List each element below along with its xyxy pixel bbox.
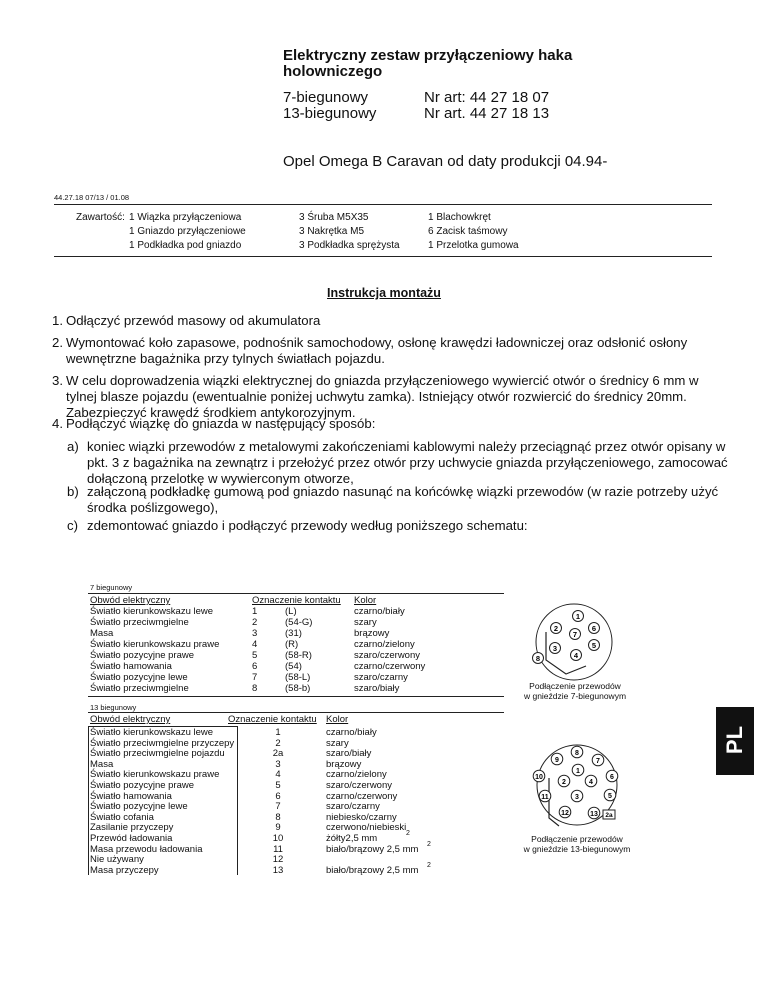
table-7-cell-pin: 5 (252, 650, 258, 661)
table-13-cell-circuit: Masa przewodu ładowania (90, 843, 203, 855)
table-13-cell-circuit: Światło przeciwmgielne przyczepy (90, 737, 235, 749)
socket-7-caption (500, 681, 650, 701)
step-text: Odłączyć przewód masowy od akumulatora (66, 313, 321, 328)
table-13-cell-circuit: Światło przeciwmgielne pojazdu (90, 748, 225, 760)
table-13-cell-color: czerwono/niebieski (326, 822, 407, 834)
table-13-cell-color: biało/brązowy 2,5 mm (326, 864, 419, 876)
substep-text: środka poślizgowego), (87, 500, 219, 515)
table-13-cell-color: szaro/biały (326, 748, 372, 760)
contents-item: 1 Przelotka gumowa (428, 240, 519, 251)
table-7-cell-color: szary (354, 617, 377, 628)
table-7-cell-pin: 4 (252, 639, 258, 650)
socket-13-pin-label: 3 (575, 794, 579, 801)
table-13-cell-pin: 13 (272, 864, 284, 876)
socket-7-pin-label: 5 (591, 641, 597, 650)
language-label: PL (722, 725, 747, 755)
substep-b (67, 484, 747, 516)
table-13-cell-pin: 2a (272, 748, 284, 760)
step-3 (52, 373, 742, 421)
language-tab (716, 707, 754, 775)
table-7-cell-code: (58-b) (285, 683, 311, 694)
vehicle-model: Opel Omega B Caravan od daty produkcji 04.94- (283, 153, 608, 170)
table-13-cell-color: szary (326, 737, 349, 749)
variant-7-art-number: Nr art: 44 27 18 07 (424, 89, 550, 106)
table-7-header-circuit: Obwód elektryczny (90, 595, 171, 606)
table-7-cell-code: (L) (285, 606, 297, 617)
divider-bottom (54, 256, 712, 257)
socket-13-diagram (527, 740, 627, 830)
socket-13-pin-label: 6 (610, 774, 614, 781)
contents-item: 1 Gniazdo przyłączeniowe (129, 226, 246, 237)
table-13-header-contact: Oznaczenie kontaktu (228, 714, 317, 725)
table-13-cell-circuit: Światło cofania (90, 811, 154, 823)
caption-line: w gnieździe 7-biegunowym (523, 691, 627, 701)
substep-text: dołączoną przelotkę w wywierconym otworze, (87, 471, 354, 486)
table-7-cell-circuit: Światło hamowania (90, 661, 172, 672)
contents-item: 1 Blachowkręt (428, 212, 491, 223)
table-13-cell-circuit: Nie używany (90, 854, 144, 866)
step-text: W celu doprowadzenia wiązki elektrycznej do gniazda przyłączeniowego wywiercić otwór o średnicy 6 mm w (66, 373, 699, 388)
contents-column-2 (299, 211, 400, 253)
divider-top (54, 204, 712, 205)
document-code: 44.27.18 07/13 / 01.08 (54, 193, 130, 202)
socket-13-pin-label: 7 (596, 758, 600, 765)
table-7-cell-pin: 7 (252, 672, 258, 683)
table-7-cell-code: (54-G) (285, 617, 313, 628)
table-13-cell-color: niebiesko/czarny (326, 811, 397, 823)
table-13-cell-pin: 3 (275, 758, 281, 770)
variant-13-art-number: Nr art. 44 27 18 13 (424, 105, 550, 122)
table-7-cell-circuit: Światło pozycyjne prawe (90, 650, 195, 661)
socket-13-pin-label: 11 (541, 794, 549, 801)
substep-c (67, 518, 747, 534)
table-7-header-contact: Oznaczenie kontaktu (252, 595, 341, 606)
table-7-cell-code: (58-R) (285, 650, 312, 661)
socket-7-diagram (526, 602, 626, 684)
table-7-cell-pin: 2 (252, 617, 258, 628)
table-7-header-color: Kolor (354, 595, 377, 606)
title-line-2: holowniczego (283, 63, 383, 80)
table-13-cell-circuit: Masa przyczepy (90, 864, 159, 876)
contents-item: 3 Nakrętka M5 (299, 226, 365, 237)
substep-a (67, 439, 747, 487)
table-7-caption: 7 biegunowy (90, 583, 133, 592)
step-number: 1. (52, 313, 63, 328)
socket-13-pin-label: 10 (535, 774, 543, 781)
table-13-cell-pin: 6 (275, 790, 281, 802)
table-13-header-circuit: Obwód elektryczny (90, 714, 171, 725)
contents-column-3 (428, 211, 519, 253)
table-7-cell-circuit: Światło pozycyjne lewe (90, 672, 188, 683)
table-13-cell-color: szaro/czerwony (326, 780, 392, 791)
table-13-cell-circuit: Przewód ładowania (90, 833, 173, 844)
table-13-header-color: Kolor (326, 714, 349, 725)
substep-label: b) (67, 484, 79, 499)
table-7-cell-code: (31) (285, 628, 302, 639)
step-1 (52, 313, 732, 329)
table-13-cell-pin: 1 (275, 727, 281, 738)
table-13-cell-pin: 9 (275, 822, 281, 834)
table-7-cell-color: szaro/czarny (354, 672, 408, 683)
table-13-cell-color: biało/brązowy 2,5 mm (326, 843, 419, 855)
contents-label: Zawartość: (76, 212, 125, 223)
socket-13-pin-label: 8 (575, 750, 579, 757)
table-13-cell-pin: 7 (275, 801, 281, 813)
table-13-cell-circuit: Światło kierunkowskazu lewe (90, 727, 214, 738)
table-13-cell-circuit: Światło hamowania (90, 790, 172, 802)
contents-column-1 (129, 211, 246, 253)
table-7-cell-color: czarno/czerwony (354, 661, 426, 672)
table-13-cell-pin: 8 (275, 811, 281, 823)
substep-label: a) (67, 439, 79, 454)
socket-13-caption (502, 834, 652, 854)
table-13-cell-color: szaro/czarny (326, 801, 380, 813)
contents-item: 3 Śruba M5X35 (299, 212, 369, 223)
table-7-cell-color: czarno/biały (354, 606, 405, 617)
table-7-cell-circuit: Masa (90, 628, 114, 639)
table-13-cell-color: czarno/zielony (326, 769, 387, 781)
table-13-cell-pin: 12 (272, 854, 284, 866)
table-13-cell-color: czarno/biały (326, 727, 377, 738)
socket-7-pin-label: 7 (572, 630, 578, 639)
superscript: 2 (427, 861, 431, 869)
table-7-cell-circuit: Światło przeciwmgielne (90, 617, 189, 628)
step-2 (52, 335, 742, 367)
table-13-cell-pin: 4 (275, 769, 281, 781)
document-title (283, 48, 613, 80)
table-7 (88, 593, 504, 697)
table-13-cell-pin: 2 (275, 737, 281, 749)
socket-13-pin-label: 9 (555, 757, 559, 764)
socket-13-bracket (549, 778, 559, 826)
instructions-heading: Instrukcja montażu (327, 286, 441, 300)
variant-7-label: 7-biegunowy (283, 89, 369, 106)
socket-13-pin-label: 5 (608, 793, 612, 800)
table-7-cell-code: (R) (285, 639, 299, 650)
table-7-cell-pin: 1 (252, 606, 258, 617)
table-13-caption: 13 biegunowy (90, 703, 137, 712)
table-7-cell-pin: 3 (252, 628, 258, 639)
table-13-cell-circuit: Światło kierunkowskazu prawe (90, 769, 220, 781)
contents-item: 6 Zacisk taśmowy (428, 226, 508, 237)
step-4 (52, 416, 732, 432)
step-text: wewnętrzne bagażnika przy tylnych światłach pojazdu. (66, 351, 385, 366)
contents-item: 1 Podkładka pod gniazdo (129, 240, 242, 251)
substep-text: koniec wiązki przewodów z metalowymi zakończeniami kablowymi należy przeciągnąć przez otwór opisany w (87, 439, 726, 454)
table-13-cell-circuit: Światło pozycyjne prawe (90, 780, 195, 791)
step-number: 3. (52, 373, 63, 388)
table-13-cell-color: żółty2,5 mm (326, 833, 378, 844)
table-7-cell-pin: 6 (252, 661, 258, 672)
superscript: 2 (427, 840, 431, 848)
step-text: Podłączyć wiązkę do gniazda w następujący sposób: (66, 416, 376, 431)
substep-text: zdemontować gniazdo i podłączyć przewody według poniższego schematu: (87, 518, 528, 533)
step-text: Zabezpieczyć krawędź środkiem antykorozyjnym. (66, 405, 356, 420)
superscript: 2 (406, 830, 410, 837)
table-13-cell-pin: 11 (273, 843, 283, 855)
title-line-1: Elektryczny zestaw przyłączeniowy haka (283, 47, 573, 64)
table-7-cell-color: szaro/biały (354, 683, 400, 694)
table-7-cell-code: (58-L) (285, 672, 311, 683)
table-7-cell-color: czarno/zielony (354, 639, 415, 650)
socket-7-pin-label: 8 (535, 654, 541, 663)
step-text: tylnej blasze pojazdu (ewentualnie poniżej uchwytu zamka). Istniejący otwór rozwiercić do średnicy 20mm. (66, 389, 687, 404)
table-7-cell-color: szaro/czerwony (354, 650, 420, 661)
socket-7-pin-label: 4 (573, 651, 579, 660)
step-number: 2. (52, 335, 63, 350)
caption-line: Podłączenie przewodów (531, 834, 623, 844)
table-13-cell-color: czarno/czerwony (326, 790, 398, 802)
caption-line: w gnieździe 13-biegunowym (523, 844, 631, 854)
socket-7-pin-label: 2 (553, 624, 559, 633)
table-13-cell-pin: 5 (275, 780, 281, 791)
table-13-cell-circuit: Masa (90, 758, 114, 770)
socket-7-pin-label: 6 (591, 624, 597, 633)
table-7-cell-circuit: Światło kierunkowskazu lewe (90, 606, 214, 617)
socket-13-pin-label: 4 (589, 779, 593, 786)
table-13-cell-circuit: Światło pozycyjne lewe (90, 801, 188, 813)
table-7-cell-circuit: Światło kierunkowskazu prawe (90, 639, 220, 650)
substep-text: pkt. 3 z bagażnika na zewnątrz i przełożyć przez otwór przy uchwycie gniazda przyłączeniowego, zamocować (87, 455, 728, 470)
socket-13-pin-label: 2 (562, 779, 566, 786)
socket-13-pin-label: 1 (576, 768, 580, 775)
table-13-cell-pin: 10 (272, 833, 284, 844)
socket-7-pin-label: 3 (552, 644, 558, 653)
variant-13-label: 13-biegunowy (283, 105, 377, 122)
socket-13-pin-label: 12 (561, 810, 569, 817)
table-7-cell-color: brązowy (354, 628, 390, 639)
step-text: Wymontować koło zapasowe, podnośnik samochodowy, osłonę krawędzi ładowniczej oraz odsłonić osłony (66, 335, 688, 350)
substep-label: c) (67, 518, 78, 533)
socket-13-pin-label: 2a (605, 812, 613, 819)
table-13-cell-circuit: Zasilanie przyczepy (90, 822, 174, 834)
contents-item: 1 Wiązka przyłączeniowa (129, 212, 242, 223)
caption-line: Podłączenie przewodów (529, 681, 621, 691)
table-7-cell-circuit: Światło przeciwmgielne (90, 683, 189, 694)
socket-7-pin-label: 1 (575, 612, 581, 621)
table-7-cell-pin: 8 (252, 683, 258, 694)
table-13-cell-color: brązowy (326, 758, 362, 770)
socket-13-pin-label: 13 (590, 811, 598, 818)
table-7-cell-code: (54) (285, 661, 302, 672)
contents-item: 3 Podkładka sprężysta (299, 240, 400, 251)
table-13 (88, 712, 504, 876)
step-number: 4. (52, 416, 63, 431)
substep-text: załączoną podkładkę gumową pod gniazdo nasunąć na końcówkę wiązki przewodów (w razie potrzeby użyć (87, 484, 719, 499)
